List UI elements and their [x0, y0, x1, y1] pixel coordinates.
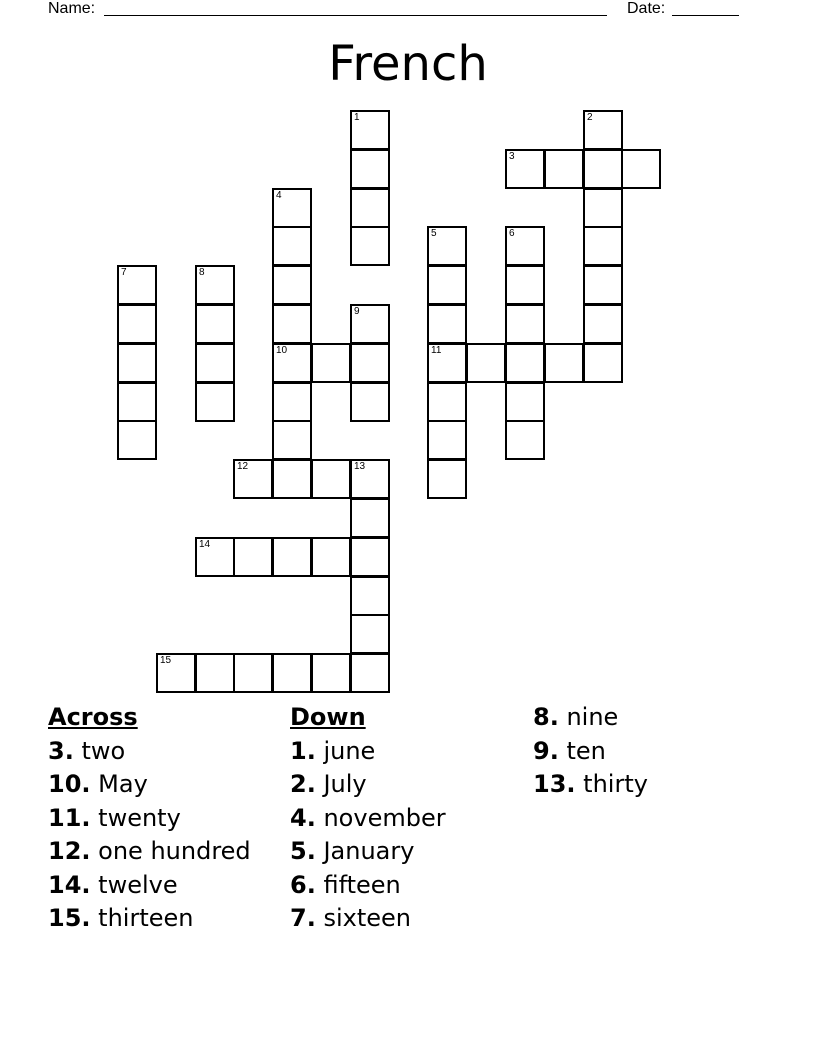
clue-text: fifteen	[323, 870, 401, 899]
grid-cell[interactable]	[427, 304, 467, 344]
cell-number: 7	[121, 267, 127, 278]
clue-text: thirteen	[98, 904, 194, 932]
across-heading: Across	[48, 703, 138, 731]
grid-cell[interactable]	[544, 149, 584, 189]
clue-across	[48, 735, 251, 769]
grid-cell[interactable]	[350, 576, 390, 616]
grid-cell[interactable]	[350, 149, 390, 189]
grid-cell[interactable]	[427, 459, 467, 499]
across-clues-column	[48, 701, 251, 936]
grid-cell[interactable]	[583, 226, 623, 266]
cell-number: 15	[160, 655, 172, 666]
grid-cell[interactable]	[272, 188, 312, 228]
clue-number: 11.	[48, 803, 91, 832]
grid-cell[interactable]	[311, 653, 351, 693]
grid-cell[interactable]	[272, 226, 312, 266]
cell-number: 12	[237, 461, 249, 472]
grid-cell[interactable]	[350, 304, 390, 344]
clue-text: november	[323, 803, 446, 832]
grid-cell[interactable]	[505, 420, 545, 460]
grid-cell[interactable]	[350, 343, 390, 383]
grid-cell[interactable]	[195, 382, 235, 422]
down-heading: Down	[290, 703, 366, 731]
clue-number: 14.	[48, 870, 91, 899]
puzzle-title: French	[328, 36, 488, 92]
grid-cell[interactable]	[195, 304, 235, 344]
grid-cell[interactable]	[350, 614, 390, 654]
clue-down	[290, 735, 446, 769]
grid-cell[interactable]	[195, 537, 235, 577]
grid-cell[interactable]	[427, 343, 467, 383]
grid-cell[interactable]	[195, 653, 235, 693]
clue-number: 7.	[290, 904, 316, 932]
grid-cell[interactable]	[233, 653, 273, 693]
grid-cell[interactable]	[350, 459, 390, 499]
grid-cell[interactable]	[505, 226, 545, 266]
clue-text: January	[323, 837, 415, 865]
grid-cell[interactable]	[427, 382, 467, 422]
cell-number: 11	[431, 345, 442, 356]
grid-cell[interactable]	[233, 537, 273, 577]
clue-number: 10.	[48, 770, 91, 798]
grid-cell[interactable]	[583, 265, 623, 305]
grid-cell[interactable]	[466, 343, 506, 383]
grid-cell[interactable]	[117, 382, 157, 422]
grid-cell[interactable]	[544, 343, 584, 383]
clue-across	[48, 902, 251, 936]
grid-cell[interactable]	[350, 188, 390, 228]
clue-text: two	[81, 736, 126, 765]
clue-number: 15.	[48, 904, 91, 932]
grid-cell[interactable]	[505, 304, 545, 344]
cell-number: 8	[199, 267, 205, 278]
clue-number: 6.	[290, 870, 316, 899]
grid-cell[interactable]	[272, 265, 312, 305]
grid-cell[interactable]	[505, 149, 545, 189]
grid-cell[interactable]	[117, 343, 157, 383]
cell-number: 9	[354, 306, 360, 317]
clue-number: 9.	[533, 736, 559, 765]
grid-cell[interactable]	[195, 343, 235, 383]
grid-cell[interactable]	[311, 343, 351, 383]
clue-number: 1.	[290, 736, 316, 765]
grid-cell[interactable]	[427, 265, 467, 305]
clue-across	[48, 835, 251, 869]
grid-cell[interactable]	[117, 304, 157, 344]
grid-cell[interactable]	[350, 653, 390, 693]
clue-across	[48, 802, 251, 836]
grid-cell[interactable]	[427, 226, 467, 266]
clue-down	[290, 902, 446, 936]
cell-number: 1	[354, 112, 360, 123]
clue-number: 12.	[48, 837, 91, 865]
clue-number: 13.	[533, 770, 576, 798]
grid-cell[interactable]	[195, 265, 235, 305]
grid-cell[interactable]	[272, 653, 312, 693]
grid-cell[interactable]	[272, 304, 312, 344]
cell-number: 4	[276, 190, 282, 201]
grid-cell[interactable]	[272, 382, 312, 422]
down-clues-column-continued	[533, 701, 648, 802]
grid-cell[interactable]	[583, 304, 623, 344]
grid-cell[interactable]	[505, 382, 545, 422]
cell-number: 13	[354, 461, 366, 472]
grid-cell[interactable]	[117, 265, 157, 305]
grid-cell[interactable]	[156, 653, 196, 693]
grid-cell[interactable]	[583, 149, 623, 189]
grid-cell[interactable]	[350, 110, 390, 150]
clue-down	[290, 802, 446, 836]
grid-cell[interactable]	[272, 459, 312, 499]
clue-text: one hundred	[98, 837, 251, 865]
clue-text: sixteen	[323, 904, 411, 932]
clue-number: 2.	[290, 770, 316, 798]
cell-number: 3	[509, 151, 515, 162]
clue-text: May	[98, 770, 148, 798]
name-label: Name:	[48, 0, 96, 17]
grid-cell[interactable]	[117, 420, 157, 460]
clue-down	[533, 701, 648, 735]
grid-cell[interactable]	[272, 343, 312, 383]
clue-down	[533, 735, 648, 769]
grid-cell[interactable]	[350, 537, 390, 577]
clue-down	[533, 768, 648, 802]
grid-cell[interactable]	[350, 226, 390, 266]
clue-text: nine	[566, 703, 619, 731]
clue-across	[48, 768, 251, 802]
clue-text: July	[323, 770, 367, 798]
grid-cell[interactable]	[311, 537, 351, 577]
grid-cell[interactable]	[621, 149, 661, 189]
grid-cell[interactable]	[583, 188, 623, 228]
clue-down	[290, 768, 446, 802]
grid-cell[interactable]	[427, 420, 467, 460]
cell-number: 10	[276, 345, 288, 356]
grid-cell[interactable]	[233, 459, 273, 499]
grid-cell[interactable]	[505, 265, 545, 305]
clue-number: 3.	[48, 736, 74, 765]
clue-number: 5.	[290, 837, 316, 865]
grid-cell[interactable]	[272, 537, 312, 577]
grid-cell[interactable]	[505, 343, 545, 383]
grid-cell[interactable]	[350, 382, 390, 422]
clue-text: thirty	[583, 770, 648, 798]
cell-number: 5	[431, 228, 437, 239]
clue-text: twelve	[98, 870, 178, 899]
clue-text: ten	[566, 736, 606, 765]
clue-number: 4.	[290, 803, 316, 832]
down-clues-column	[290, 701, 446, 936]
grid-cell[interactable]	[583, 110, 623, 150]
clue-text: june	[323, 736, 376, 765]
cell-number: 14	[199, 539, 211, 550]
grid-cell[interactable]	[583, 343, 623, 383]
grid-cell[interactable]	[350, 498, 390, 538]
cell-number: 2	[587, 112, 593, 123]
date-label: Date:	[627, 0, 666, 17]
clue-number: 8.	[533, 703, 559, 731]
clue-down	[290, 835, 446, 869]
grid-cell[interactable]	[272, 420, 312, 460]
clue-down	[290, 869, 446, 903]
clue-text: twenty	[98, 803, 181, 832]
cell-number: 6	[509, 228, 515, 239]
clue-across	[48, 869, 251, 903]
grid-cell[interactable]	[311, 459, 351, 499]
